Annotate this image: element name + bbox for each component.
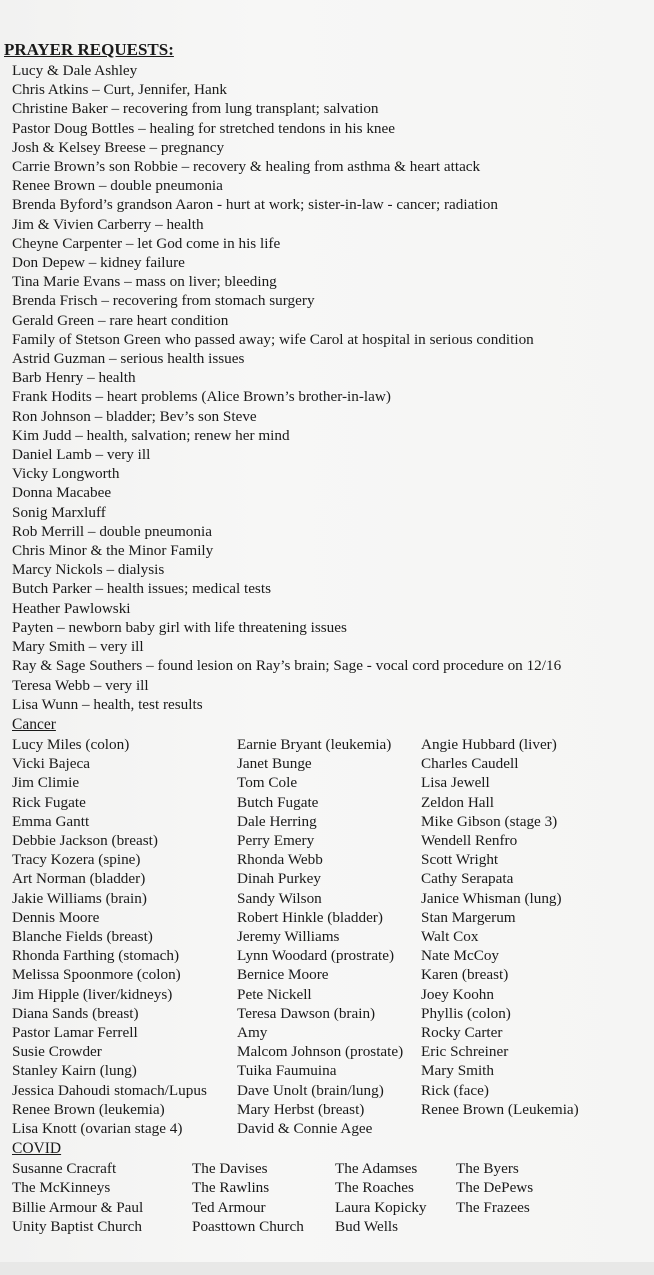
covid-name: Laura Kopicky: [335, 1198, 427, 1216]
cancer-row: [12, 965, 644, 984]
cancer-name: Butch Fugate: [237, 793, 319, 811]
cancer-name: Rocky Carter: [421, 1023, 503, 1041]
request-item: Ray & Sage Southers – found lesion on Ray’s brain; Sage - vocal cord procedure on 12/16: [12, 657, 562, 675]
cancer-name: Jeremy Williams: [237, 927, 340, 945]
covid-name: The DePews: [456, 1179, 534, 1197]
cancer-name: Diana Sands (breast): [12, 1004, 139, 1022]
cancer-row: [12, 927, 644, 946]
cancer-row: [12, 889, 644, 908]
cancer-name: Malcom Johnson (prostate): [237, 1043, 404, 1061]
request-item: Butch Parker – health issues; medical tests: [12, 580, 271, 598]
covid-name: The Adamses: [335, 1160, 418, 1178]
cancer-name: Jakie Williams (brain): [12, 889, 147, 907]
covid-name: [456, 1217, 606, 1236]
request-item: Christine Baker – recovering from lung transplant; salvation: [12, 100, 379, 118]
cancer-row: [12, 869, 644, 888]
covid-name: The Frazees: [456, 1198, 530, 1216]
cancer-name: Lynn Woodard (prostrate): [237, 947, 395, 965]
request-item: Daniel Lamb – very ill: [12, 446, 151, 464]
cancer-name: Dave Unolt (brain/lung): [237, 1081, 384, 1099]
cancer-name: Lucy Miles (colon): [12, 735, 130, 753]
cancer-row: [12, 735, 644, 754]
covid-name: Ted Armour: [192, 1198, 266, 1216]
cancer-name: Rhonda Webb: [237, 851, 323, 869]
covid-name: Poasttown Church: [192, 1217, 304, 1235]
cancer-name: Jessica Dahoudi stomach/Lupus: [12, 1081, 207, 1099]
request-item: Cheyne Carpenter – let God come in his life: [12, 234, 281, 252]
cancer-row: [12, 1119, 644, 1138]
request-item: Barb Henry – health: [12, 369, 136, 387]
cancer-name: Blanche Fields (breast): [12, 927, 153, 945]
cancer-name: Sandy Wilson: [237, 889, 322, 907]
covid-row: [12, 1178, 644, 1197]
cancer-name: Mary Herbst (breast): [237, 1100, 365, 1118]
cancer-name: Karen (breast): [421, 966, 509, 984]
cancer-name: Scott Wright: [421, 851, 499, 869]
cancer-name: Art Norman (bladder): [12, 870, 146, 888]
cancer-row: [12, 1061, 644, 1080]
covid-list: [12, 1159, 644, 1236]
cancer-row: [12, 831, 644, 850]
cancer-name: Susie Crowder: [12, 1043, 102, 1061]
cancer-row: [12, 1081, 644, 1100]
cancer-name: David & Connie Agee: [237, 1119, 373, 1137]
cancer-name: Mary Smith: [421, 1062, 494, 1080]
covid-name: The McKinneys: [12, 1179, 111, 1197]
cancer-name: Nate McCoy: [421, 947, 500, 965]
cancer-row: [12, 773, 644, 792]
request-item: Sonig Marxluff: [12, 503, 106, 521]
page-bottom-edge: [0, 1262, 654, 1275]
cancer-name: Pete Nickell: [237, 985, 312, 1003]
covid-heading: COVID: [12, 1140, 62, 1158]
request-item: Don Depew – kidney failure: [12, 254, 185, 272]
cancer-name: Rick (face): [421, 1081, 489, 1099]
cancer-name: Cathy Serapata: [421, 870, 514, 888]
cancer-row: [12, 985, 644, 1004]
request-item: Josh & Kelsey Breese – pregnancy: [12, 138, 225, 156]
covid-name: The Rawlins: [192, 1179, 270, 1197]
request-item: Ron Johnson – bladder; Bev’s son Steve: [12, 407, 257, 425]
cancer-name: Tracy Kozera (spine): [12, 851, 141, 869]
cancer-row: [12, 946, 644, 965]
cancer-name: Walt Cox: [421, 927, 479, 945]
request-item: Mary Smith – very ill: [12, 638, 144, 656]
request-item: Heather Pawlowski: [12, 599, 131, 617]
cancer-name: Jim Climie: [12, 774, 80, 792]
cancer-heading: Cancer: [12, 715, 56, 733]
covid-row: [12, 1159, 644, 1178]
cancer-name: Melissa Spoonmore (colon): [12, 966, 181, 984]
request-item: Jim & Vivien Carberry – health: [12, 215, 204, 233]
covid-name: Susanne Cracraft: [12, 1160, 117, 1178]
request-item: Payten – newborn baby girl with life threatening issues: [12, 618, 347, 636]
request-item: Renee Brown – double pneumonia: [12, 177, 223, 195]
covid-row: [12, 1217, 644, 1236]
covid-name: Billie Armour & Paul: [12, 1198, 144, 1216]
cancer-name: Tuika Faumuina: [237, 1062, 337, 1080]
cancer-row: [12, 1004, 644, 1023]
cancer-name: Janet Bunge: [237, 755, 312, 773]
cancer-name: [421, 1119, 641, 1138]
cancer-name: Dale Herring: [237, 812, 317, 830]
request-item: Family of Stetson Green who passed away; wife Carol at hospital in serious condition: [12, 330, 534, 348]
cancer-row: [12, 1023, 644, 1042]
cancer-name: Debbie Jackson (breast): [12, 831, 158, 849]
covid-name: Bud Wells: [335, 1217, 399, 1235]
cancer-list: [12, 735, 644, 1138]
cancer-name: Earnie Bryant (leukemia): [237, 735, 392, 753]
covid-name: The Roaches: [335, 1179, 414, 1197]
cancer-name: Perry Emery: [237, 831, 315, 849]
cancer-name: Lisa Jewell: [421, 774, 490, 792]
covid-name: The Davises: [192, 1160, 268, 1178]
cancer-name: Rhonda Farthing (stomach): [12, 947, 180, 965]
covid-row: [12, 1198, 644, 1217]
cancer-name: Emma Gantt: [12, 812, 90, 830]
request-item: Frank Hodits – heart problems (Alice Brown’s brother-in-law): [12, 388, 391, 406]
cancer-name: Stanley Kairn (lung): [12, 1062, 137, 1080]
cancer-name: Lisa Knott (ovarian stage 4): [12, 1119, 183, 1137]
request-item: Chris Atkins – Curt, Jennifer, Hank: [12, 81, 227, 99]
cancer-name: Joey Koohn: [421, 985, 494, 1003]
cancer-name: Renee Brown (Leukemia): [421, 1100, 579, 1118]
cancer-name: Dinah Purkey: [237, 870, 321, 888]
requests-list: [4, 61, 644, 714]
cancer-name: Vicki Bajeca: [12, 755, 90, 773]
cancer-name: Teresa Dawson (brain): [237, 1004, 376, 1022]
cancer-name: Janice Whisman (lung): [421, 889, 562, 907]
covid-name: Unity Baptist Church: [12, 1217, 142, 1235]
cancer-row: [12, 754, 644, 773]
request-item: Kim Judd – health, salvation; renew her mind: [12, 426, 290, 444]
cancer-name: Tom Cole: [237, 774, 298, 792]
cancer-row: [12, 1042, 644, 1061]
request-item: Tina Marie Evans – mass on liver; bleeding: [12, 273, 277, 291]
cancer-name: Angie Hubbard (liver): [421, 735, 557, 753]
cancer-name: Phyllis (colon): [421, 1004, 511, 1022]
page-title: PRAYER REQUESTS:: [4, 40, 174, 59]
cancer-name: Renee Brown (leukemia): [12, 1100, 165, 1118]
request-item: Gerald Green – rare heart condition: [12, 311, 229, 329]
cancer-row: [12, 1100, 644, 1119]
cancer-name: Rick Fugate: [12, 793, 86, 811]
cancer-name: Eric Schreiner: [421, 1043, 509, 1061]
cancer-name: Mike Gibson (stage 3): [421, 812, 558, 830]
request-item: Pastor Doug Bottles – healing for stretched tendons in his knee: [12, 119, 395, 137]
request-item: Brenda Frisch – recovering from stomach surgery: [12, 292, 315, 310]
cancer-name: Stan Margerum: [421, 908, 516, 926]
cancer-name: Bernice Moore: [237, 966, 329, 984]
cancer-name: Robert Hinkle (bladder): [237, 908, 383, 926]
request-item: Lucy & Dale Ashley: [12, 62, 138, 79]
request-item: Astrid Guzman – serious health issues: [12, 350, 245, 368]
cancer-row: [12, 908, 644, 927]
request-item: Rob Merrill – double pneumonia: [12, 522, 212, 540]
request-item: Vicky Longworth: [12, 465, 120, 483]
cancer-row: [12, 793, 644, 812]
cancer-name: Zeldon Hall: [421, 793, 494, 811]
request-item: Lisa Wunn – health, test results: [12, 695, 203, 713]
cancer-name: Amy: [237, 1023, 268, 1041]
cancer-name: Dennis Moore: [12, 908, 100, 926]
cancer-row: [12, 812, 644, 831]
cancer-row: [12, 850, 644, 869]
covid-name: The Byers: [456, 1160, 519, 1178]
cancer-name: Charles Caudell: [421, 755, 519, 773]
prayer-list: [4, 40, 644, 1236]
cancer-name: Wendell Renfro: [421, 831, 518, 849]
cancer-name: Pastor Lamar Ferrell: [12, 1023, 138, 1041]
cancer-name: Jim Hipple (liver/kidneys): [12, 985, 173, 1003]
request-item: Donna Macabee: [12, 484, 112, 502]
request-item: Chris Minor & the Minor Family: [12, 542, 214, 560]
request-item: Brenda Byford’s grandson Aaron - hurt at work; sister-in-law - cancer; radiation: [12, 196, 498, 214]
request-item: Teresa Webb – very ill: [12, 676, 149, 694]
request-item: Marcy Nickols – dialysis: [12, 561, 165, 579]
request-item: Carrie Brown’s son Robbie – recovery & healing from asthma & heart attack: [12, 158, 481, 176]
